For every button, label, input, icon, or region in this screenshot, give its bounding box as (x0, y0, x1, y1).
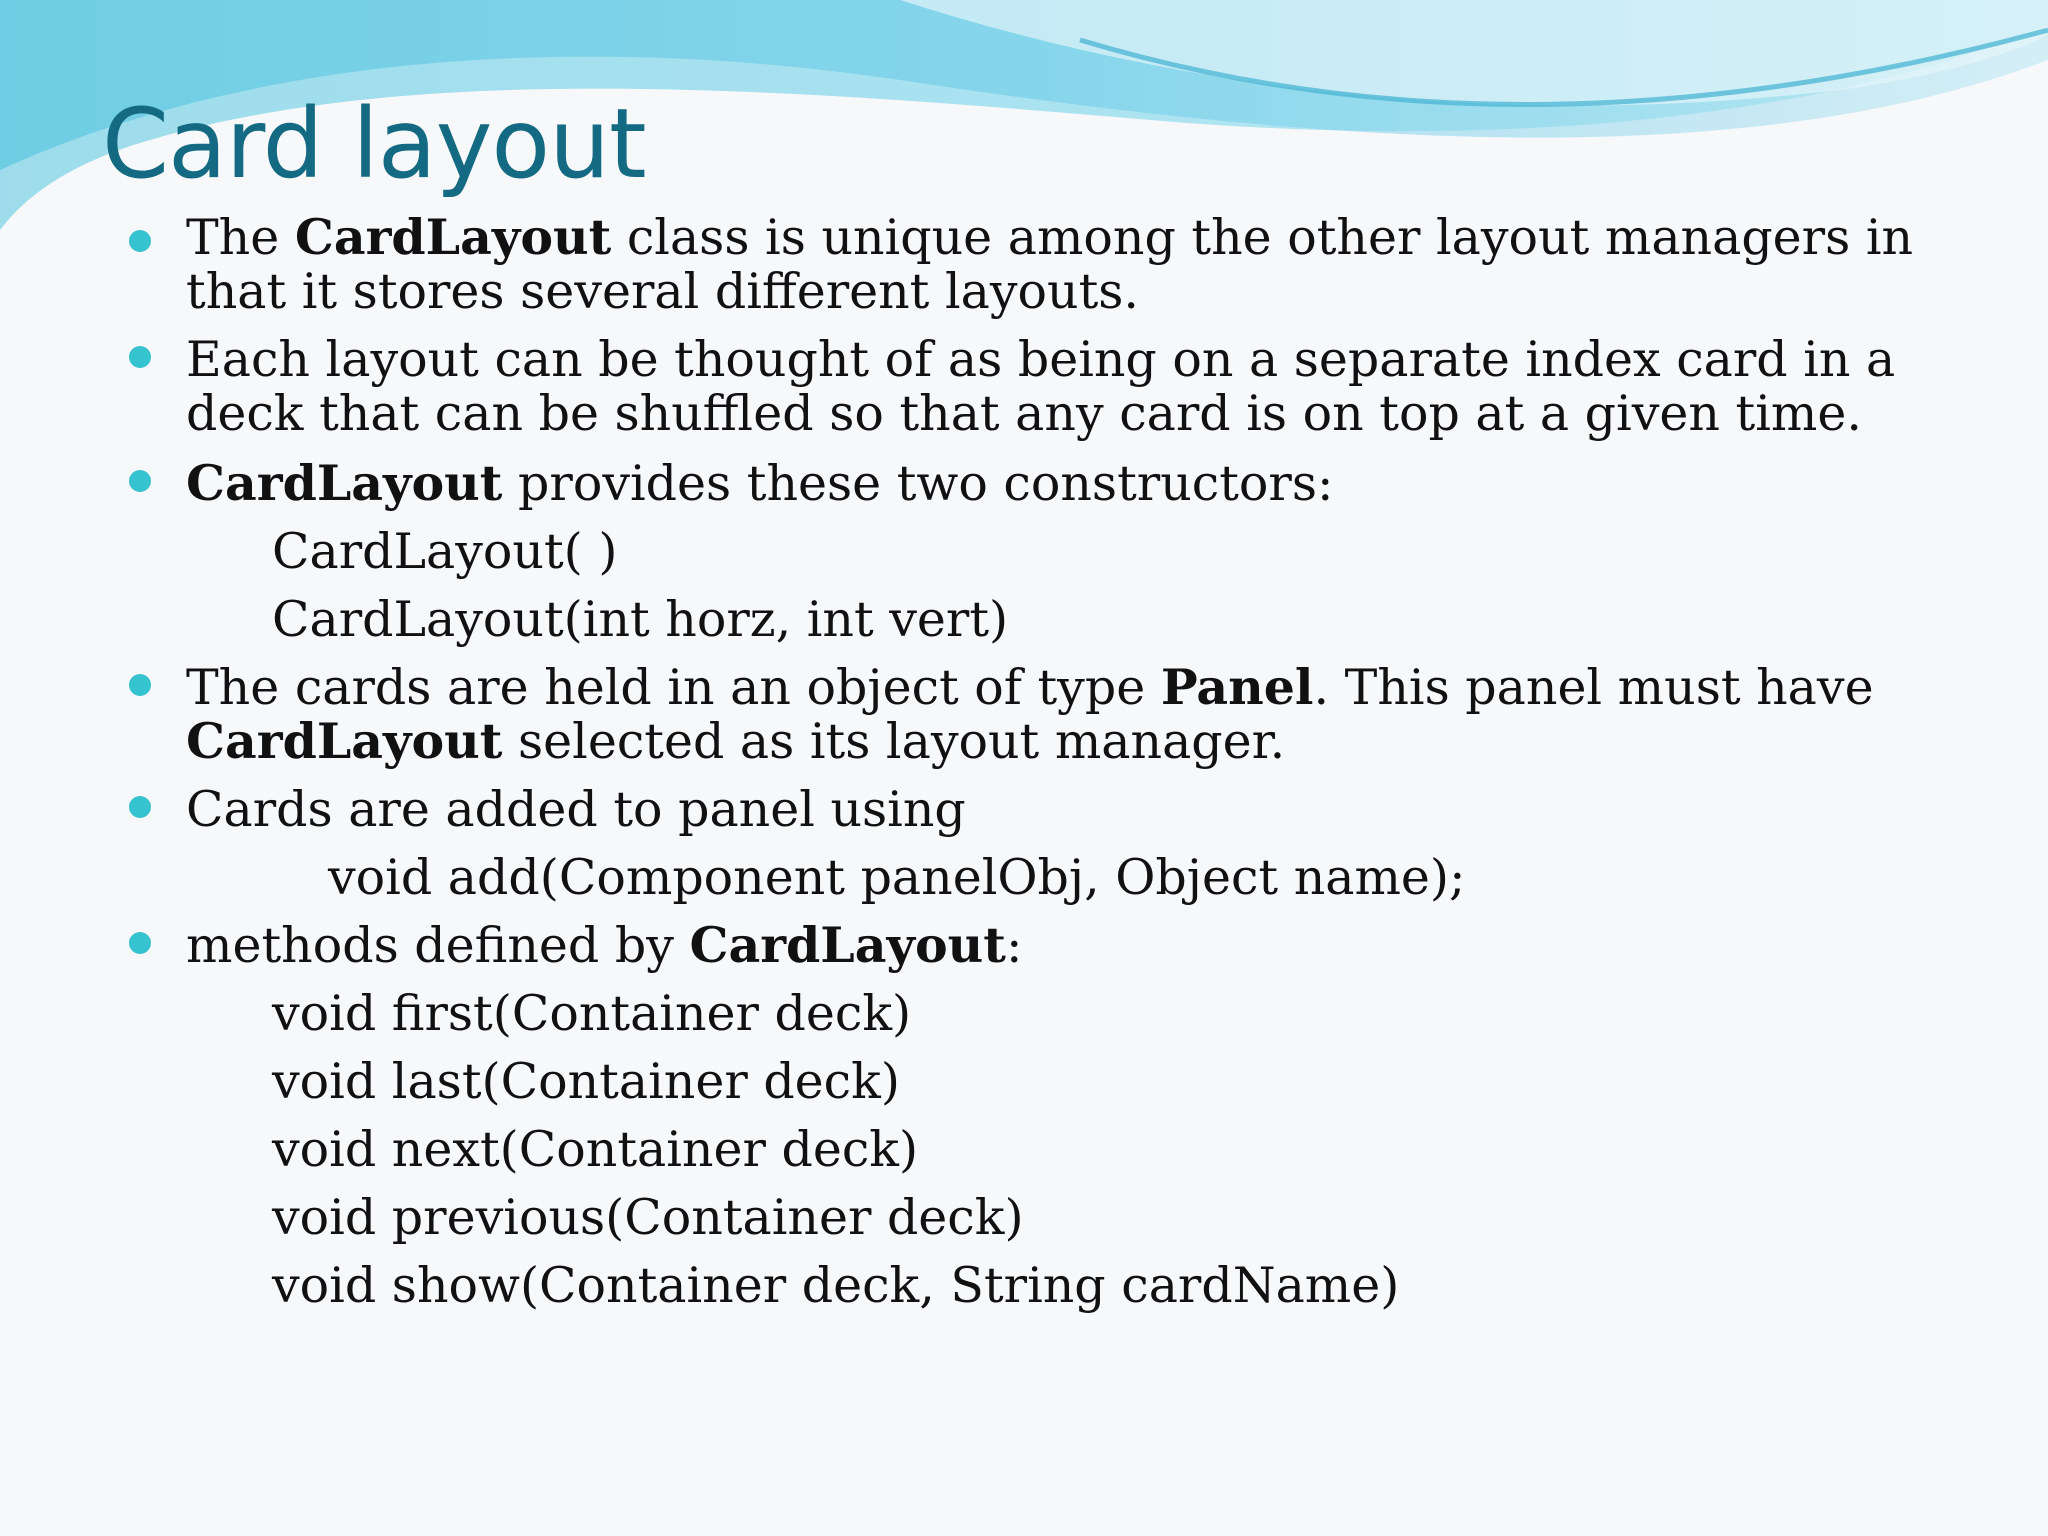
bullet-4-line-2: CardLayout selected as its layout manager. (186, 712, 1286, 770)
bullet-marker (129, 932, 151, 954)
term-cardlayout: CardLayout (186, 454, 503, 512)
term-cardlayout: CardLayout (294, 208, 612, 266)
slide-title: Card layout (102, 88, 646, 200)
code-line: void show(Container deck, String cardName) (272, 1257, 1400, 1314)
term-panel: Panel (1160, 658, 1314, 716)
bullet-6-line-1: methods defined by CardLayout: (186, 916, 1023, 974)
bullet-marker (129, 674, 151, 696)
bullet-marker (129, 470, 151, 492)
code-line: CardLayout( ) (272, 523, 618, 580)
bullet-marker (129, 230, 151, 252)
term-cardlayout: CardLayout (186, 712, 503, 770)
code-line: void add(Component panelObj, Object name); (328, 849, 1466, 906)
bullet-2-line-2: deck that can be shuffled so that any card is on top at a given time. (186, 385, 1862, 442)
bullet-5-line-1: Cards are added to panel using (186, 781, 966, 838)
bullet-2-line-1: Each layout can be thought of as being on a separate index card in a (186, 331, 1896, 388)
bullet-1-line-1: The CardLayout class is unique among the other layout managers in (186, 208, 1914, 266)
bullet-4-line-1: The cards are held in an object of type Panel. This panel must have (186, 658, 1874, 716)
code-line: void first(Container deck) (272, 985, 912, 1042)
bullet-3-line-1: CardLayout provides these two constructors: (186, 454, 1334, 512)
code-line: void next(Container deck) (272, 1121, 919, 1178)
bullet-marker (129, 346, 151, 368)
code-line: void last(Container deck) (272, 1053, 900, 1110)
bullet-marker (129, 796, 151, 818)
code-line: void previous(Container deck) (272, 1189, 1024, 1246)
bullet-1-line-2: that it stores several different layouts. (186, 263, 1139, 320)
code-line: CardLayout(int horz, int vert) (272, 591, 1009, 648)
term-cardlayout: CardLayout (689, 916, 1006, 974)
